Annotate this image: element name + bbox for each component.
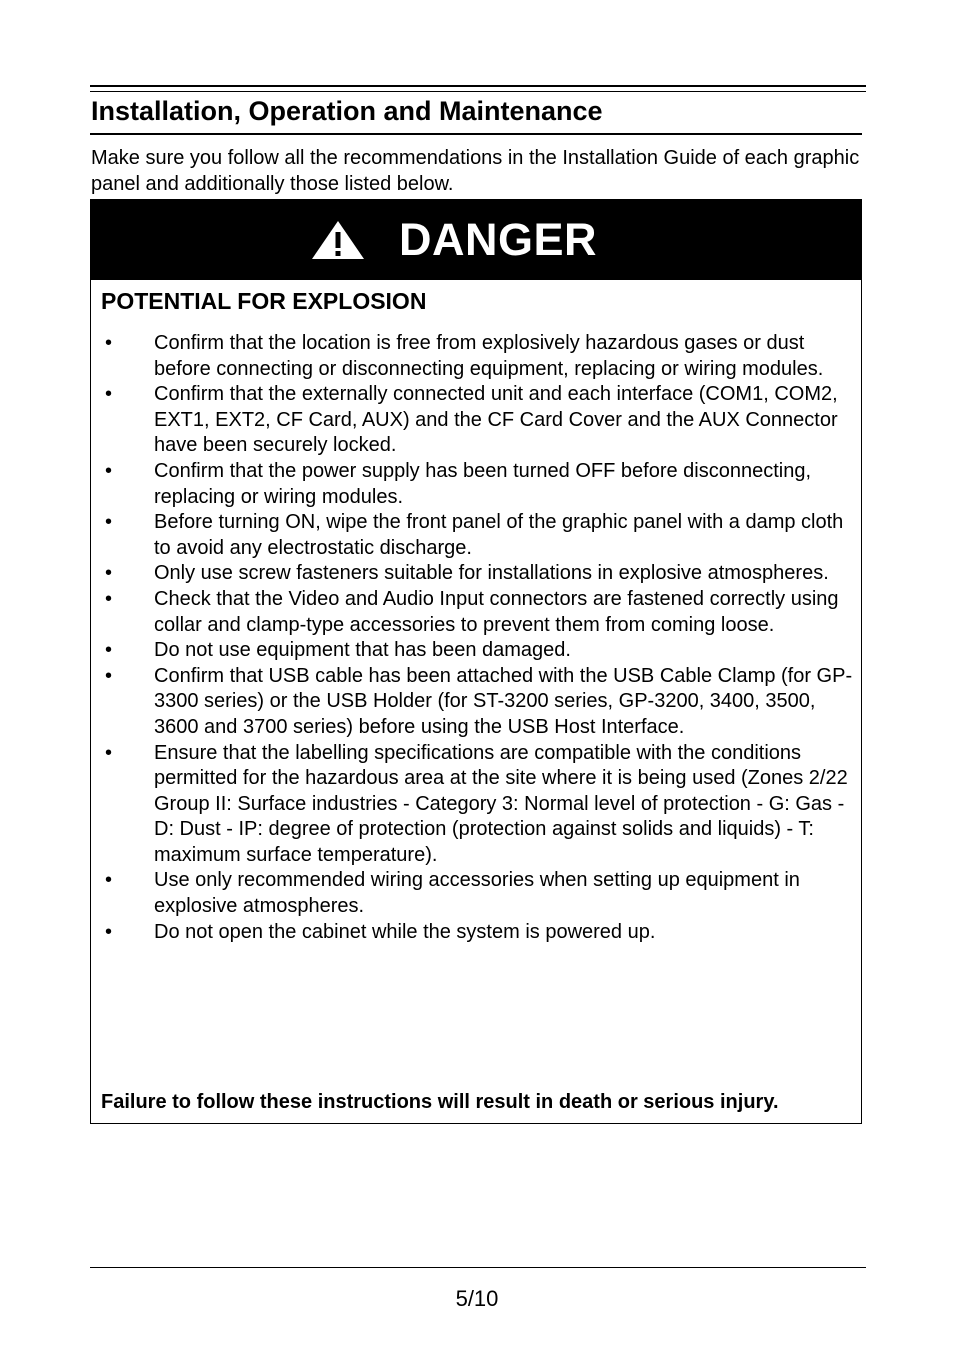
hazard-bullet-item (91, 331, 861, 382)
bullet-marker: • (105, 920, 113, 943)
danger-box (90, 199, 862, 1124)
bullet-text: Do not use equipment that has been damaged. (154, 639, 571, 662)
bullet-marker: • (105, 332, 113, 354)
hazard-bullet-item (91, 920, 861, 946)
bullet-text: Only use screw fasteners suitable for installations in explosive atmospheres. (154, 562, 829, 585)
bullet-text: Ensure that the labelling specifications are compatible with the conditions permitted for the hazardous area at the site where it is being used (Zones 2/22 Group II: Surface industries - Category 3: Normal level of protection - G: Gas - D: Dust - IP: degree of protection (protection against solids and liquids) - T: maximum surface temperature). (154, 741, 848, 866)
bullet-text: Confirm that the location is free from explosively hazardous gases or dust before connecting or disconnecting equipment, replacing or wiring modules. (154, 332, 824, 380)
hazard-bullet-item (91, 868, 861, 919)
warning-triangle-icon (311, 220, 365, 260)
bullet-text: Confirm that the power supply has been turned OFF before disconnecting, replacing or wiring modules. (154, 459, 812, 508)
bullet-marker: • (105, 639, 113, 662)
hazard-bullet-item (91, 741, 861, 869)
bullet-marker: • (105, 869, 113, 892)
bullet-marker: • (105, 562, 113, 585)
hazard-bullet-item (91, 459, 861, 510)
bullet-marker: • (105, 511, 113, 534)
top-rule-thin (90, 91, 866, 92)
danger-title: DANGER (398, 214, 597, 265)
section-title: Installation, Operation and Maintenance (91, 96, 603, 126)
bullet-text: Check that the Video and Audio Input connectors are fastened correctly using collar and clamp-type accessories to prevent them from coming loose. (154, 587, 839, 636)
bottom-rule (90, 1267, 866, 1268)
bullet-text: Confirm that USB cable has been attached with the USB Cable Clamp (for GP-3300 series) or the USB Holder (for ST-3200 series, GP-3200, 3400, 3500, 3600 and 3700 series) before using the USB Host Interface. (154, 664, 853, 738)
bullet-text: Use only recommended wiring accessories when setting up equipment in explosive atmospheres. (154, 869, 800, 918)
bullet-text: Do not open the cabinet while the system is powered up. (154, 920, 656, 943)
title-underline (90, 133, 862, 135)
bullet-marker: • (105, 459, 113, 482)
hazard-bullet-item (91, 638, 861, 664)
bullet-marker: • (105, 664, 113, 687)
hazard-bullet-item (91, 664, 861, 741)
hazard-bullet-item (91, 561, 861, 587)
page-number: 5/10 (455, 1286, 499, 1311)
hazard-bullet-item (91, 510, 861, 561)
bullet-marker: • (105, 587, 113, 610)
bullet-text: Confirm that the externally connected unit and each interface (COM1, COM2, EXT1, EXT2, CF Card, AUX) and the CF Card Cover and the AUX Connector have been securely locked. (154, 383, 838, 457)
bullet-text: Before turning ON, wipe the front panel of the graphic panel with a damp cloth to avoid any electrostatic discharge. (154, 511, 844, 559)
hazard-bullet-list (91, 331, 861, 945)
hazard-subtitle: POTENTIAL FOR EXPLOSION (101, 288, 427, 314)
hazard-bullet-item (91, 587, 861, 638)
top-rule-thick (90, 85, 866, 87)
danger-header (91, 200, 861, 280)
hazard-bullet-item (91, 382, 861, 459)
bullet-marker: • (105, 741, 113, 764)
danger-footer: Failure to follow these instructions will result in death or serious injury. (101, 1091, 779, 1113)
intro-paragraph: Make sure you follow all the recommendations in the Installation Guide of each graphic panel and additionally those listed below. (91, 147, 860, 195)
bullet-marker: • (105, 383, 113, 406)
